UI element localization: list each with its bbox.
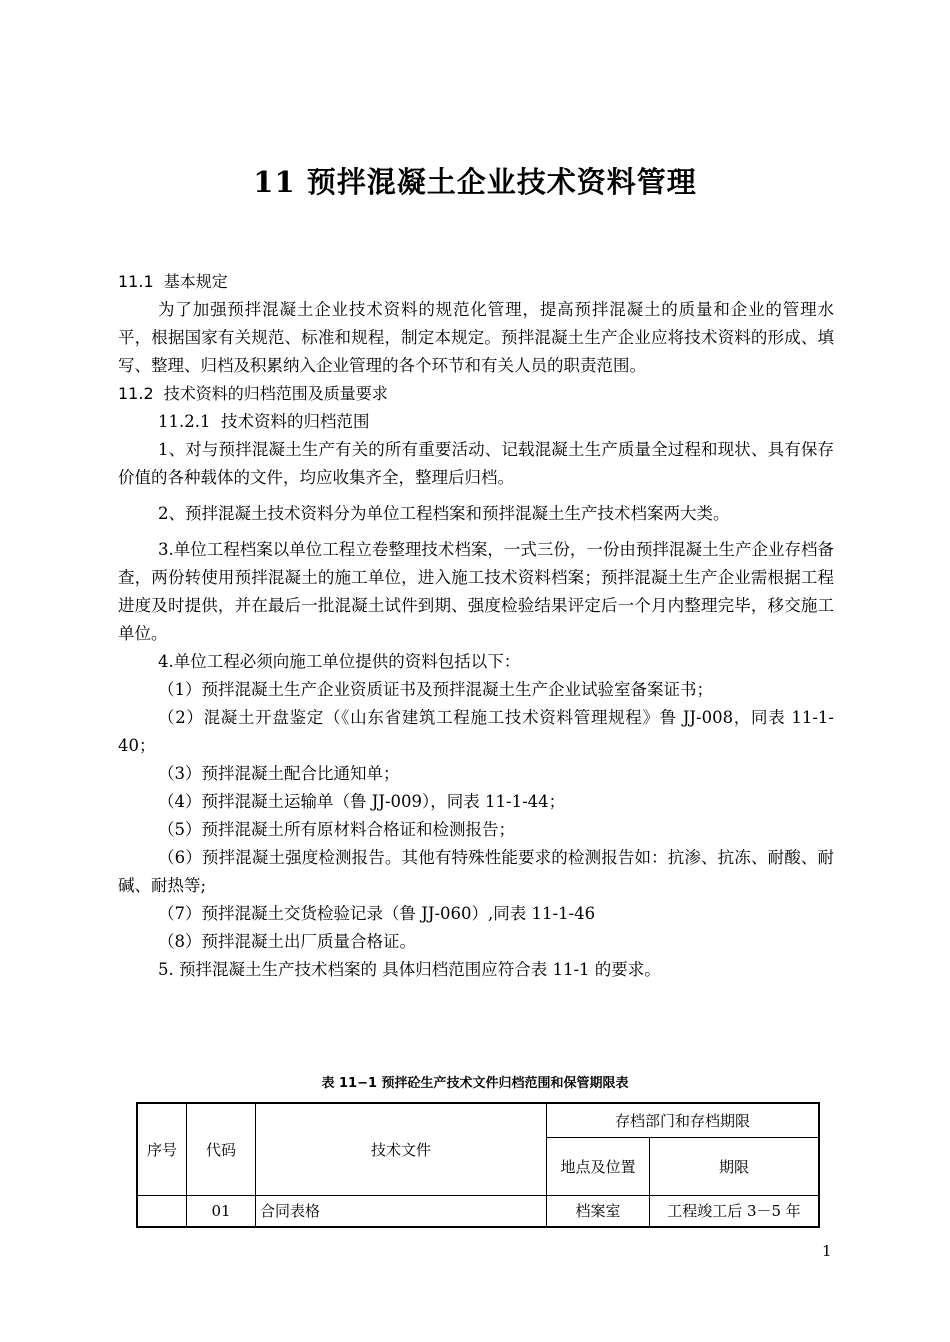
sub-item: （1）预拌混凝土生产企业资质证书及预拌混凝土生产企业试验室备案证书； <box>158 680 713 699</box>
sub-item: （4）预拌混凝土运输单（鲁 JJ-009），同表 11-1-44； <box>158 792 566 811</box>
sub-item: （5）预拌混凝土所有原材料合格证和检测报告； <box>158 820 515 839</box>
header-term: 期限 <box>650 1137 820 1195</box>
list-item: 1、对与预拌混凝土生产有关的所有重要活动、记载混凝土生产质量全过程和现状、具有保存价值的各种载体的文件，均应收集齐全，整理后归档。 <box>118 440 834 487</box>
header-dept: 存档部门和存档期限 <box>547 1103 820 1137</box>
sub-item: （3）预拌混凝土配合比通知单； <box>158 764 400 783</box>
header-no: 序号 <box>137 1103 187 1195</box>
section-heading: 11.1 基本规定 <box>118 272 228 291</box>
header-doc: 技术文件 <box>256 1103 547 1195</box>
document-body <box>118 268 834 984</box>
cell-doc: 合同表格 <box>256 1195 547 1227</box>
subsection-heading: 11.2.1 技术资料的归档范围 <box>158 412 370 431</box>
archive-table <box>136 1102 820 1228</box>
cell-term: 工程竣工后 3－5 年 <box>650 1195 820 1227</box>
section-heading: 11.2 技术资料的归档范围及质量要求 <box>118 384 388 403</box>
sub-item: （2）混凝土开盘鉴定（《山东省建筑工程施工技术资料管理规程》鲁 JJ-008，同表 11-1-40； <box>118 708 834 755</box>
list-item: 5. 预拌混凝土生产技术档案的 具体归档范围应符合表 11-1 的要求。 <box>158 960 661 979</box>
sub-item: （6）预拌混凝土强度检测报告。其他有特殊性能要求的检测报告如：抗渗、抗冻、耐酸、耐碱、耐热等; <box>118 848 834 895</box>
list-item: 3.单位工程档案以单位工程立卷整理技术档案，一式三份，一份由预拌混凝土生产企业存档备查，两份转使用预拌混凝土的施工单位，进入施工技术资料档案；预拌混凝土生产企业需根据工程进度及时提供，并在最后一批混凝土试件到期、强度检验结果评定后一个月内整理完毕，移交施工单位。 <box>118 540 834 643</box>
cell-no <box>137 1195 187 1227</box>
list-item: 4.单位工程必须向施工单位提供的资料包括以下： <box>158 652 521 671</box>
page-number: 1 <box>822 1242 832 1260</box>
cell-location: 档案室 <box>547 1195 650 1227</box>
sub-item: （7）预拌混凝土交货检验记录（鲁 JJ-060）,同表 11-1-46 <box>158 904 596 923</box>
paragraph: 为了加强预拌混凝土企业技术资料的规范化管理，提高预拌混凝土的质量和企业的管理水平，根据国家有关规范、标准和规程，制定本规定。预拌混凝土生产企业应将技术资料的形成、填写、整理、归档及积累纳入企业管理的各个环节和有关人员的职责范围。 <box>118 300 834 375</box>
sub-item: （8）预拌混凝土出厂质量合格证。 <box>158 932 416 951</box>
table-row <box>137 1195 819 1227</box>
header-location: 地点及位置 <box>547 1137 650 1195</box>
header-code: 代码 <box>187 1103 256 1195</box>
table-caption: 表 11−1 预拌砼生产技术文件归档范围和保管期限表 <box>321 1076 629 1091</box>
page-title: 11 预拌混凝土企业技术资料管理 <box>253 165 697 199</box>
cell-code: 01 <box>187 1195 256 1227</box>
list-item: 2、预拌混凝土技术资料分为单位工程档案和预拌混凝土生产技术档案两大类。 <box>158 504 730 523</box>
